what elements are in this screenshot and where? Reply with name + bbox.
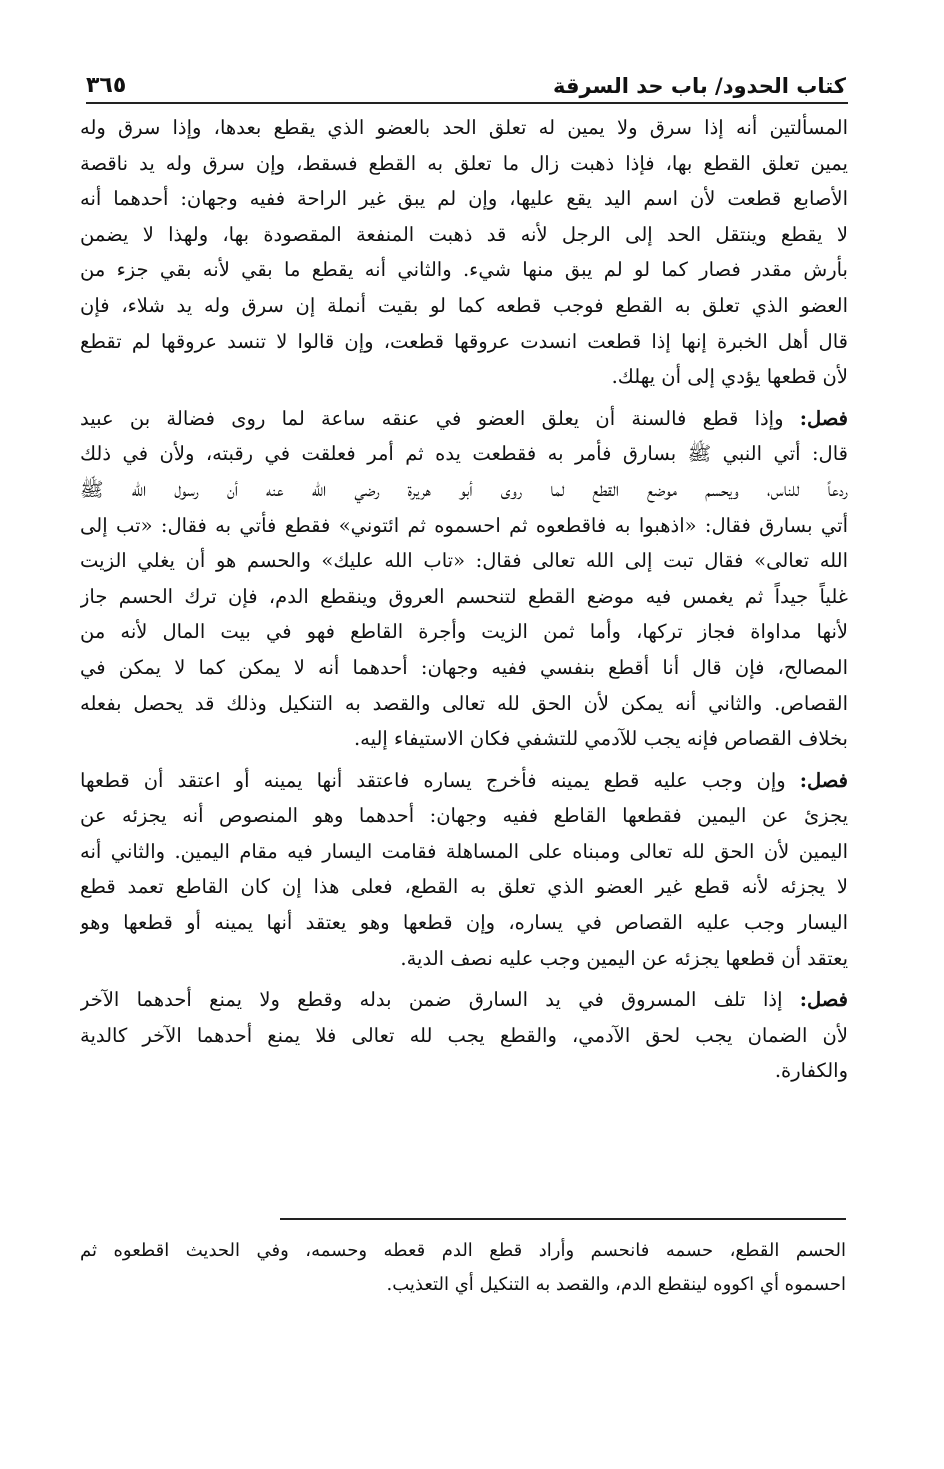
text-line: لأن الضمان يجب لحق الآدمي، والقطع يجب لله تعالى فلا يمنع أحدهما الآخر كالدية: [80, 1023, 848, 1047]
text-line: القصاص. والثاني أنه يمكن لأن الحق لله تعالى والقصد به التنكيل وذلك قد يحصل بفعله: [80, 691, 848, 715]
paragraph-4: [80, 982, 848, 1089]
text-line: يجزئ عن اليمين فقطعها القاطع ففيه وجهان: أحدهما وهو المنصوص أنه يجزئه عن: [80, 804, 848, 828]
section-label: فصل:: [799, 406, 848, 430]
text-line: لا يجزئه لأنه قطع غير العضو الذي تعلق به القطع، فعلى هذا إن كان القاطع تعمد قطع: [80, 875, 848, 899]
text-line: غلياً جيداً ثم يغمس فيه موضع القطع لتنحسم العروق وينقطع الدم، فإن ترك الحسم جاز: [80, 584, 848, 608]
text-line: لأنها مداواة فجاز تركها، وأما ثمن الزيت وأجرة القاطع فهو في بيت المال لأنه من: [80, 620, 848, 644]
footnote-line: احسموه أي اكووه لينقطع الدم، والقصد به التنكيل أي التعذيب.: [386, 1274, 846, 1295]
text-line: قال أهل الخبرة إنها إذا قطعت انسدت عروقها قطعت، وإن قالوا لا تنسد عروقها لم تقطع: [80, 329, 848, 353]
text-line: الله تعالى» فقال تبت إلى الله تعالى فقال: «تاب الله عليك» والحسم هو أن يغلي الزيت: [80, 549, 848, 573]
text-line: العضو الذي تعلق به القطع فوجب قطعه كما لو بقيت أنملة إن سرق وله يد شلاء، فإن: [80, 293, 848, 317]
text-line: [80, 401, 848, 437]
section-label: فصل:: [799, 988, 848, 1012]
text-line: ردعاً للناس، ويحسم موضع القطع لما روى أبو هريرة رضي الله عنه أن رسول الله ﷺ: [80, 477, 848, 501]
text-line: الأصابع قطعت لأن اسم اليد يقع عليها، وإن لم يبق غير الراحة ففيه وجهان: أحدهما أنه: [80, 187, 848, 211]
text-segment: وإذا قطع فالسنة أن يعلق العضو في عنقه ساعة لما روى فضالة بن عبيد: [80, 406, 784, 430]
text-line: المصالح، فإن قال أنا أقطع بنفسي ففيه وجهان: أحدهما أنه لا يمكن كما لا يمكن في: [80, 655, 848, 679]
text-line: والكفارة.: [774, 1059, 848, 1083]
text-line: قال: أتي النبي ﷺ بسارق فأمر به فقطعت يده ثم أمر فعلقت في رقبته، ولأن في ذلك: [80, 442, 848, 466]
text-line: [80, 763, 848, 799]
footnote: [80, 1234, 846, 1302]
page-header: [86, 54, 846, 98]
paragraph-3: [80, 763, 848, 977]
section-label: فصل:: [799, 768, 848, 792]
text-line: بأرش مقدر فصار كما لو لم يبق منها شيء. والثاني أنه يقطع ما بقي لأنه بقي جزء من: [80, 258, 848, 282]
text-line: اليسار وجب عليه القصاص في يساره، وإن قطعها وهو يعتقد أنها يمينه أو قطعها وهو: [80, 911, 848, 935]
footnote-line: الحسم القطع، حسمه فانحسم وأراد قطع الدم قعطه وحسمه، وفي الحديث اقطعوه ثم: [80, 1240, 846, 1261]
text-line: بخلاف القصاص فإنه يجب للآدمي للتشفي فكان الاستيفاء إليه.: [353, 727, 848, 751]
page-number: ٣٦٥: [86, 73, 127, 98]
paragraph-1: [80, 110, 848, 395]
text-line: المسألتين أنه إذا سرق ولا يمين له تعلق الحد بالعضو الذي يقطع بعدها، وإذا سرق وله: [80, 116, 848, 139]
paragraph-2: [80, 401, 848, 757]
header-rule: [86, 102, 848, 104]
text-line: لأن قطعها يؤدي إلى أن يهلك.: [611, 365, 848, 389]
text-line: يمين تعلق القطع بها، فإذا ذهبت زال ما تعلق به القطع فسقط، وإن سرق وله يد ناقصة: [80, 151, 848, 175]
text-line: لا يقطع وينتقل الحد إلى الرجل لأنه قد ذهبت المنفعة المقصودة بها، ولهذا لا يضمن: [80, 222, 848, 246]
text-line: أتي بسارق فقال: «اذهبوا به فاقطعوه ثم احسموه ثم ائتوني» فقطع فأتي به فقال: «تب إلى: [80, 513, 848, 537]
running-title: كتاب الحدود/ باب حد السرقة: [552, 74, 846, 98]
main-text: [80, 110, 848, 1095]
text-line: [80, 982, 848, 1018]
text-line: اليمين لأن الحق لله تعالى ومبناه على المساهلة فقامت اليسار فيه مقام اليمين. والثاني أنه: [80, 839, 848, 863]
text-segment: إذا تلف المسروق في يد السارق ضمن بدله وقطع ولا يمنع أحدهما الآخر: [80, 988, 783, 1012]
footnote-rule: [280, 1218, 846, 1220]
text-segment: وإن وجب عليه قطع يمينه فأخرج يساره فاعتقد أنها يمينه أو اعتقد أن قطعها: [80, 768, 786, 792]
text-line: يعتقد أن قطعها يجزئه عن اليمين وجب عليه نصف الدية.: [400, 946, 848, 970]
